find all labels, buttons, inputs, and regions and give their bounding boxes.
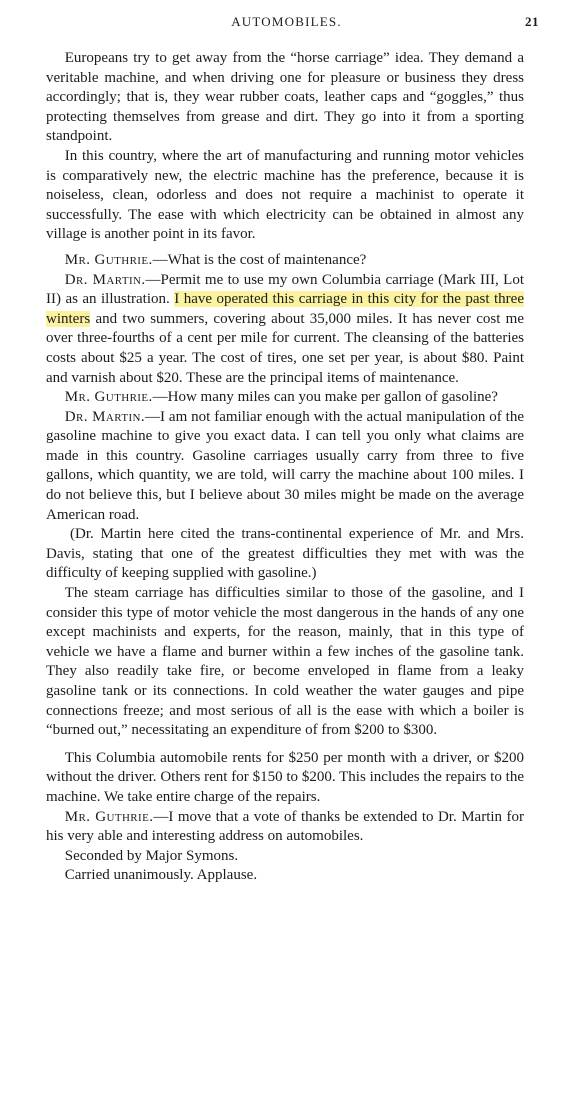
paragraph-this-country — [46, 147, 524, 245]
paragraph-martin-maintenance — [46, 271, 524, 389]
paragraph-text: and two summers, covering about 35,000 miles. It has never cost me over three-fourths of a cent per mile for current. The cleansing of the batteries costs about $25 a year. The cost of tires, one set per year, is about $80. Paint and varnish about $20. These are the principal items of maintenance. — [46, 310, 524, 386]
paragraph-guthrie-question-maintenance — [46, 251, 524, 271]
speaker-name: Mr. Guthrie. — [64, 808, 154, 825]
running-title: AUTOMOBILES. — [231, 14, 342, 29]
paragraph-text: —Permit me to use my own Columbia carriage (Mark III, Lot II) as an illustration. — [46, 271, 524, 308]
paragraph-guthrie-vote — [46, 808, 524, 847]
paragraph-text: In this country, where the art of manufacturing and running motor vehicles is comparatively new, the electric machine has the preference, because it is noiseless, clean, odorless and does not require a machinist to operate it successfully. The ease with which electricity can be obtained in almost any village is another point in its favor. — [46, 147, 524, 243]
running-header — [0, 14, 573, 34]
paragraph-text: Seconded by Major Symons. — [64, 847, 239, 864]
highlighted-text: I have operated this carriage in this city for the past three winters — [46, 291, 524, 327]
paragraph-seconded — [46, 847, 524, 867]
paragraph-carried — [46, 866, 524, 886]
speaker-name: Mr. Guthrie. — [64, 251, 153, 268]
paragraph-guthrie-question-gasoline — [46, 388, 524, 408]
paragraph-text: Europeans try to get away from the “horse carriage” idea. They demand a veritable machine, and when driving one for pleasure or business they dress accordingly; that is, they wear rubber coats, leather caps and “goggles,” thus protecting themselves from grease and dirt. They go into it from a sporting standpoint. — [46, 50, 524, 145]
paragraph-text: This Columbia automobile rents for $250 per month with a driver, or $200 without the driver. Others rent for $150 to $200. This includes the repairs to the machine. We take entire charge of the repairs. — [46, 749, 524, 805]
paragraph-text: (Dr. Martin here cited the trans-continental experience of Mr. and Mrs. Davis, stating that one of the greatest difficulties they met with was the difficulty of keeping supplied with gasoline.) — [46, 526, 524, 582]
paragraph-text: Carried unanimously. Applause. — [64, 867, 258, 884]
paragraph-text: —I move that a vote of thanks be extended to Dr. Martin for his very able and interesting address on automobiles. — [46, 808, 524, 845]
paragraph-text: The steam carriage has difficulties similar to those of the gasoline, and I consider this type of motor vehicle the most dangerous in the hands of any one except machinists and experts, for the reason, mainly, that in this type of vehicle we have a flame and burner within a few inches of the gasoline tank. They also readily take fire, or become enveloped in flame from a leaky gasoline tank or its connections. In cold weather the water gauges and pipe connections freeze; and most serious of all is the ease with which a boiler is “burned out,” necessitating an expenditure of from $200 to $300. — [46, 585, 524, 739]
page-number: 21 — [525, 14, 539, 29]
paragraph-columbia-rent — [46, 749, 524, 808]
speaker-name: Dr. Martin. — [64, 271, 146, 288]
paragraph-steam-carriage — [46, 584, 524, 741]
paragraph-text: —What is the cost of maintenance? — [152, 251, 367, 268]
paragraph-text: —I am not familiar enough with the actual manipulation of the gasoline machine to give you exact data. I can tell you only what claims are made in this country. Gasoline carriages usually carry from three to five gallons, which quantity, we are told, will carry the machine about 100 miles. I do not believe this, but I believe about 30 miles might be made on the average American road. — [46, 408, 524, 523]
paragraph-trans-continental — [46, 525, 524, 584]
speaker-name: Dr. Martin. — [64, 408, 146, 425]
paragraph-text: —How many miles can you make per gallon of gasoline? — [152, 389, 498, 406]
speaker-name: Mr. Guthrie. — [64, 389, 153, 406]
body-text — [46, 49, 524, 886]
paragraph-europeans — [46, 49, 524, 147]
paragraph-martin-gasoline — [46, 408, 524, 526]
